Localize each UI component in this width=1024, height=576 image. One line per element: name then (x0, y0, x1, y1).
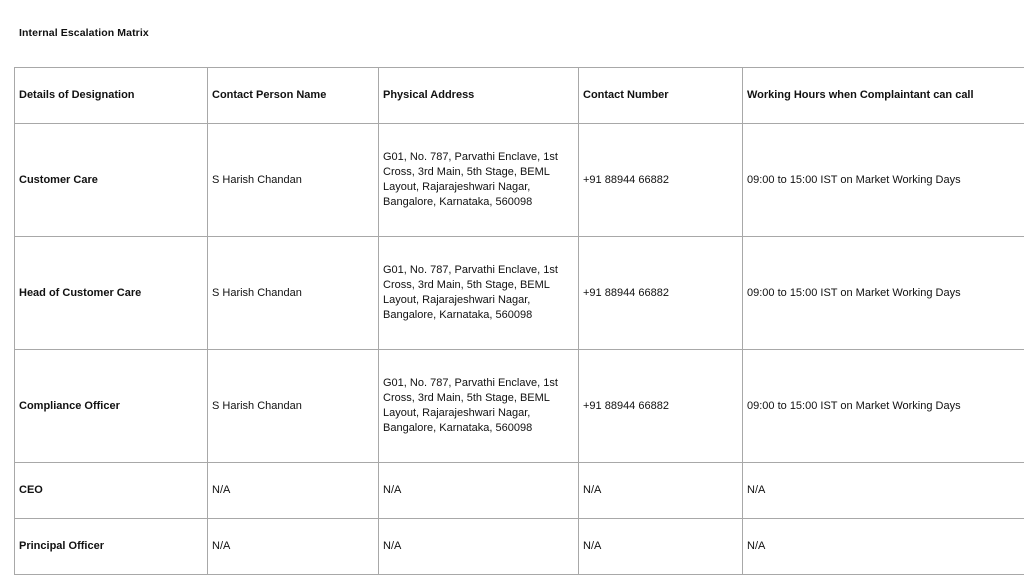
address-cell: N/A (379, 463, 579, 519)
table-row (15, 124, 1024, 237)
designation-cell: Head of Customer Care (15, 237, 208, 350)
working-hours-cell: 09:00 to 15:00 IST on Market Working Days (743, 350, 1024, 463)
address-cell: N/A (379, 519, 579, 575)
table-header-row (15, 68, 1024, 124)
contact-person-cell: N/A (208, 463, 379, 519)
contact-person-cell: S Harish Chandan (208, 350, 379, 463)
working-hours-cell: N/A (743, 463, 1024, 519)
contact-number-cell: +91 88944 66882 (579, 237, 743, 350)
designation-cell: Compliance Officer (15, 350, 208, 463)
escalation-matrix-table (14, 67, 1024, 575)
contact-person-cell: N/A (208, 519, 379, 575)
address-cell: G01, No. 787, Parvathi Enclave, 1st Cross, 3rd Main, 5th Stage, BEML Layout, Rajarajeshwari Nagar, Bangalore, Karnataka, 560098 (379, 350, 579, 463)
header-designation: Details of Designation (15, 68, 208, 124)
table-row (15, 519, 1024, 575)
header-contact-number: Contact Number (579, 68, 743, 124)
header-working-hours: Working Hours when Complaintant can call (743, 68, 1024, 124)
table-row (15, 463, 1024, 519)
header-physical-address: Physical Address (379, 68, 579, 124)
address-cell: G01, No. 787, Parvathi Enclave, 1st Cross, 3rd Main, 5th Stage, BEML Layout, Rajarajeshwari Nagar, Bangalore, Karnataka, 560098 (379, 124, 579, 237)
working-hours-cell: N/A (743, 519, 1024, 575)
working-hours-cell: 09:00 to 15:00 IST on Market Working Days (743, 237, 1024, 350)
contact-number-cell: +91 88944 66882 (579, 350, 743, 463)
header-contact-person: Contact Person Name (208, 68, 379, 124)
designation-cell: Principal Officer (15, 519, 208, 575)
contact-person-cell: S Harish Chandan (208, 237, 379, 350)
contact-number-cell: +91 88944 66882 (579, 124, 743, 237)
designation-cell: Customer Care (15, 124, 208, 237)
table-row (15, 350, 1024, 463)
contact-number-cell: N/A (579, 519, 743, 575)
table-row (15, 237, 1024, 350)
working-hours-cell: 09:00 to 15:00 IST on Market Working Days (743, 124, 1024, 237)
address-cell: G01, No. 787, Parvathi Enclave, 1st Cross, 3rd Main, 5th Stage, BEML Layout, Rajarajeshwari Nagar, Bangalore, Karnataka, 560098 (379, 237, 579, 350)
contact-number-cell: N/A (579, 463, 743, 519)
contact-person-cell: S Harish Chandan (208, 124, 379, 237)
designation-cell: CEO (15, 463, 208, 519)
document-title: Internal Escalation Matrix (19, 27, 149, 39)
